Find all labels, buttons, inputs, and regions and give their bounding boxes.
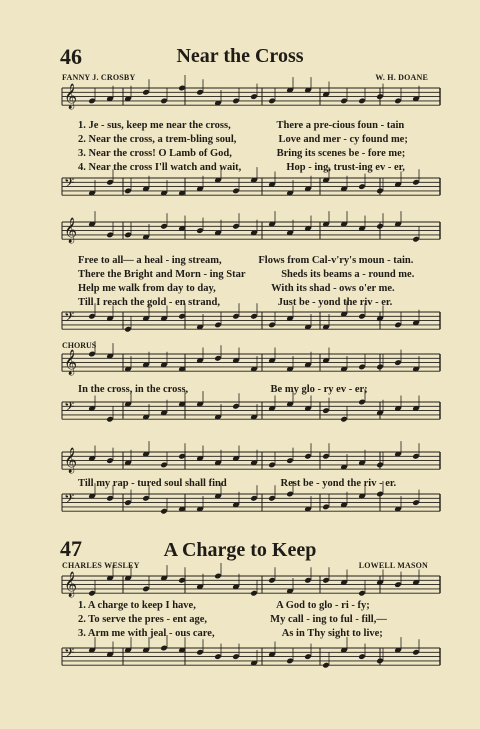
lyric-phrase: Sheds its beams a - round me. bbox=[281, 269, 415, 280]
treble-clef-icon: 𝄞 bbox=[64, 448, 78, 473]
chorus-label: CHORUS bbox=[62, 341, 97, 350]
bass-clef-icon: 𝄢 bbox=[64, 399, 75, 418]
words-credit: CHARLES WESLEY bbox=[62, 561, 140, 570]
lyric-phrase: Till my rap - tured soul shall find bbox=[78, 478, 227, 489]
lyric-phrase: Bring its scenes be - fore me; bbox=[276, 148, 406, 159]
lyric-phrase: There a pre-cious foun - tain bbox=[276, 120, 405, 131]
lyric-phrase: Help me walk from day to day, bbox=[78, 283, 216, 294]
lyric-phrase: Hop - ing, trust-ing ev - er, bbox=[286, 162, 405, 173]
bass-clef-icon: 𝄢 bbox=[64, 491, 75, 510]
lyric-phrase: 1. A charge to keep I have, bbox=[78, 600, 196, 611]
lyric-phrase: 2. To serve the pres - ent age, bbox=[78, 614, 207, 625]
lyric-phrase: With its shad - ows o'er me. bbox=[271, 283, 395, 294]
treble-clef-icon: 𝄞 bbox=[64, 218, 78, 243]
hymn-number: 47 bbox=[60, 536, 82, 561]
music-credit: LOWELL MASON bbox=[358, 561, 428, 570]
lyric-phrase: Be my glo - ry ev - er; bbox=[270, 384, 368, 395]
hymn-title: Near the Cross bbox=[176, 45, 304, 67]
lyric-phrase: A God to glo - ri - fy; bbox=[276, 600, 370, 611]
bass-clef-icon: 𝄢 bbox=[64, 175, 75, 194]
treble-clef-icon: 𝄞 bbox=[64, 350, 78, 375]
hymn-title: A Charge to Keep bbox=[163, 539, 317, 561]
lyric-phrase: Till I reach the gold - en strand, bbox=[78, 297, 220, 308]
hymn-number: 46 bbox=[60, 44, 82, 69]
lyric-phrase: 3. Near the cross! O Lamb of God, bbox=[78, 148, 232, 159]
lyric-phrase: In the cross, in the cross, bbox=[78, 384, 189, 395]
lyric-phrase: 2. Near the cross, a trem-bling soul, bbox=[78, 134, 237, 145]
lyric-phrase: 3. Arm me with jeal - ous care, bbox=[78, 628, 215, 639]
lyric-phrase: Rest be - yond the riv - er. bbox=[280, 478, 397, 489]
treble-clef-icon: 𝄞 bbox=[64, 572, 78, 597]
lyric-phrase: My call - ing to ful - fill,— bbox=[270, 614, 387, 625]
lyric-phrase: There the Bright and Morn - ing Star bbox=[78, 269, 246, 280]
words-credit: FANNY J. CROSBY bbox=[62, 73, 136, 82]
lyric-phrase: As in Thy sight to live; bbox=[281, 628, 383, 639]
lyric-phrase: Free to all— a heal - ing stream, bbox=[78, 255, 222, 266]
bass-clef-icon: 𝄢 bbox=[64, 645, 75, 664]
lyric-phrase: Flows from Cal-v'ry's moun - tain. bbox=[258, 255, 414, 266]
treble-clef-icon: 𝄞 bbox=[64, 84, 78, 109]
lyric-phrase: Just be - yond the riv - er. bbox=[277, 297, 393, 308]
lyric-phrase: 1. Je - sus, keep me near the cross, bbox=[78, 120, 231, 131]
music-credit: W. H. DOANE bbox=[375, 73, 428, 82]
lyric-phrase: 4. Near the cross I'll watch and wait, bbox=[78, 162, 242, 173]
lyric-phrase: Love and mer - cy found me; bbox=[278, 134, 408, 145]
bass-clef-icon: 𝄢 bbox=[64, 309, 75, 328]
